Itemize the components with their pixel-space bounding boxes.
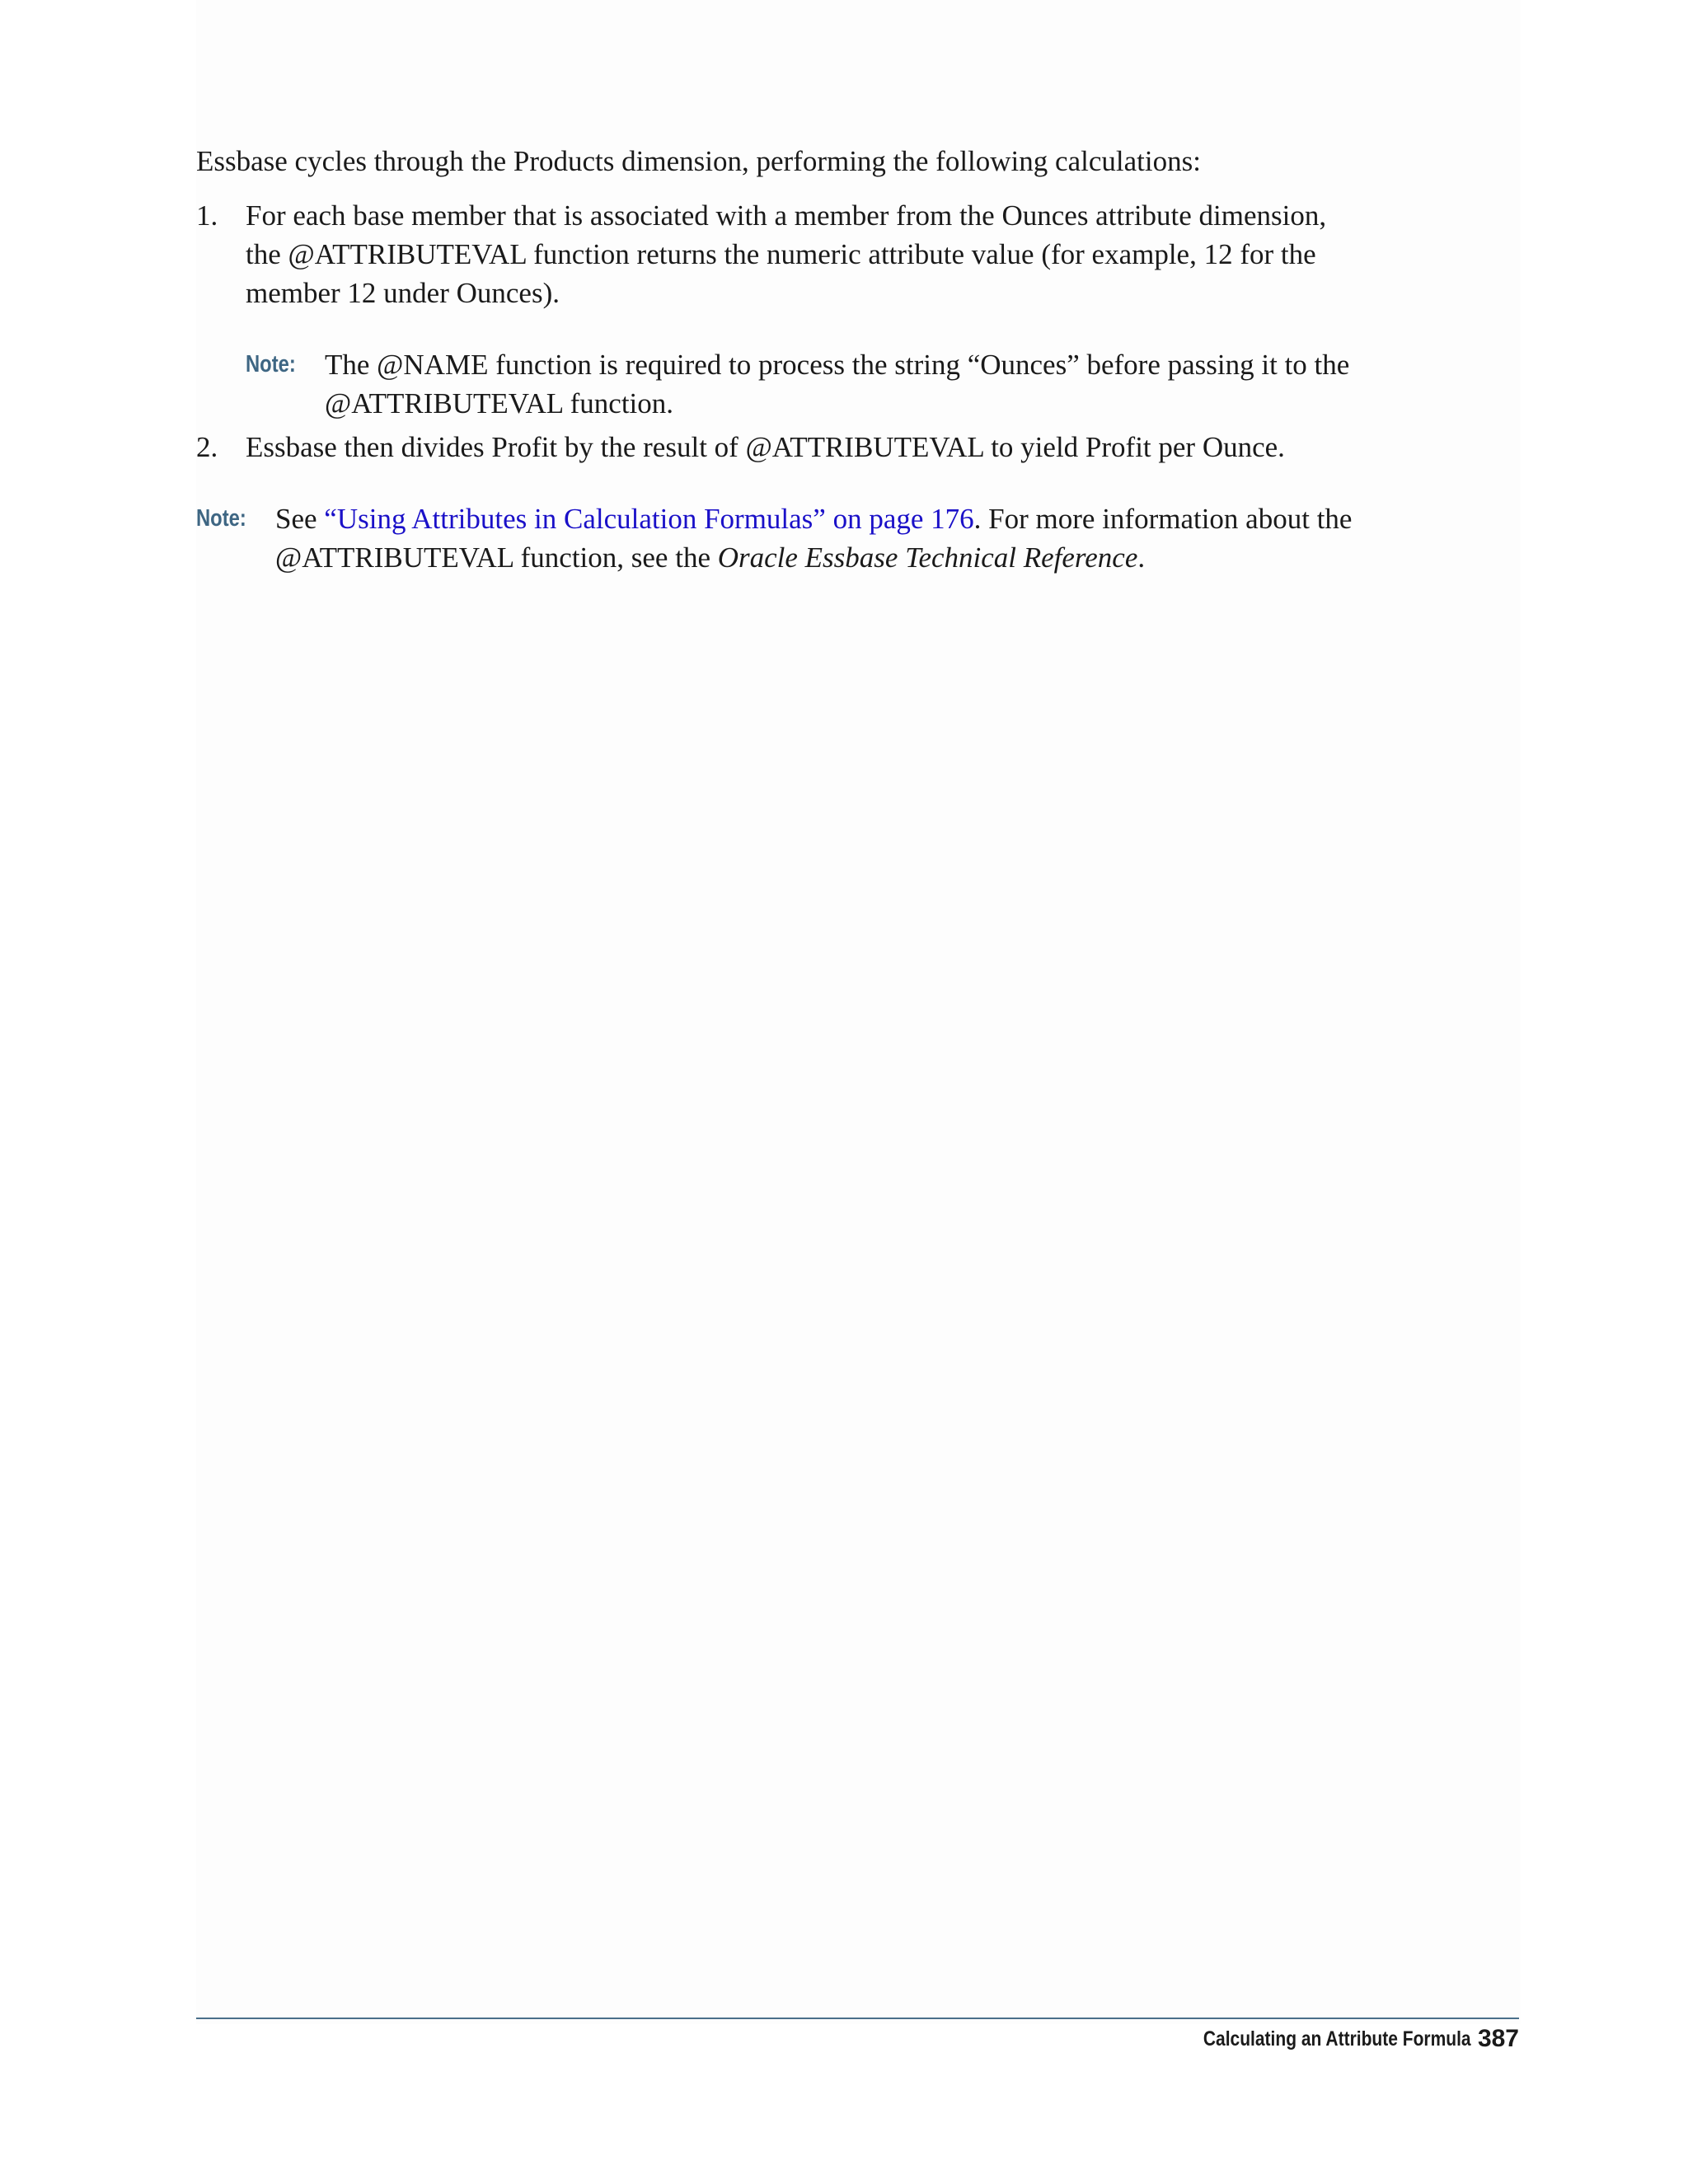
note-label: Note: [196, 505, 246, 532]
footer-divider [196, 2018, 1519, 2019]
list-item [196, 428, 1367, 466]
page-footer [1152, 2021, 1519, 2057]
note-callout [246, 345, 1367, 423]
note-text: The @NAME function is required to process the string “Ounces” before passing it to the @ATTRIBUTEVAL function. [325, 349, 1350, 419]
list-number: 1. [196, 199, 218, 232]
reference-title: Oracle Essbase Technical Reference [717, 541, 1138, 574]
footer-section-title: Calculating an Attribute Formula [1203, 2027, 1471, 2050]
note-text-middle: . For more information about the @ATTRIBUTEVAL function, see the [275, 503, 1353, 574]
note-text-suffix: . [1137, 541, 1146, 574]
intro-paragraph: Essbase cycles through the Products dimension, performing the following calculations: [196, 145, 1201, 177]
list-number: 2. [196, 431, 218, 463]
note-label: Note: [246, 351, 296, 377]
list-item-text: Essbase then divides Profit by the result of @ATTRIBUTEVAL to yield Profit per Ounce. [246, 431, 1285, 463]
page-number: 387 [1477, 2025, 1519, 2052]
note-text [275, 499, 1367, 577]
cross-reference-link[interactable]: “Using Attributes in Calculation Formulas” on page 176 [324, 503, 974, 535]
list-item [196, 196, 1367, 312]
page-body [196, 142, 1367, 577]
note-text-prefix: See [275, 503, 325, 535]
note-callout [196, 499, 1367, 577]
list-item-text: For each base member that is associated with a member from the Ounces attribute dimension, the @ATTRIBUTEVAL function returns the numeric attribute value (for example, 12 for the member 12 under Ounces). [246, 199, 1327, 309]
